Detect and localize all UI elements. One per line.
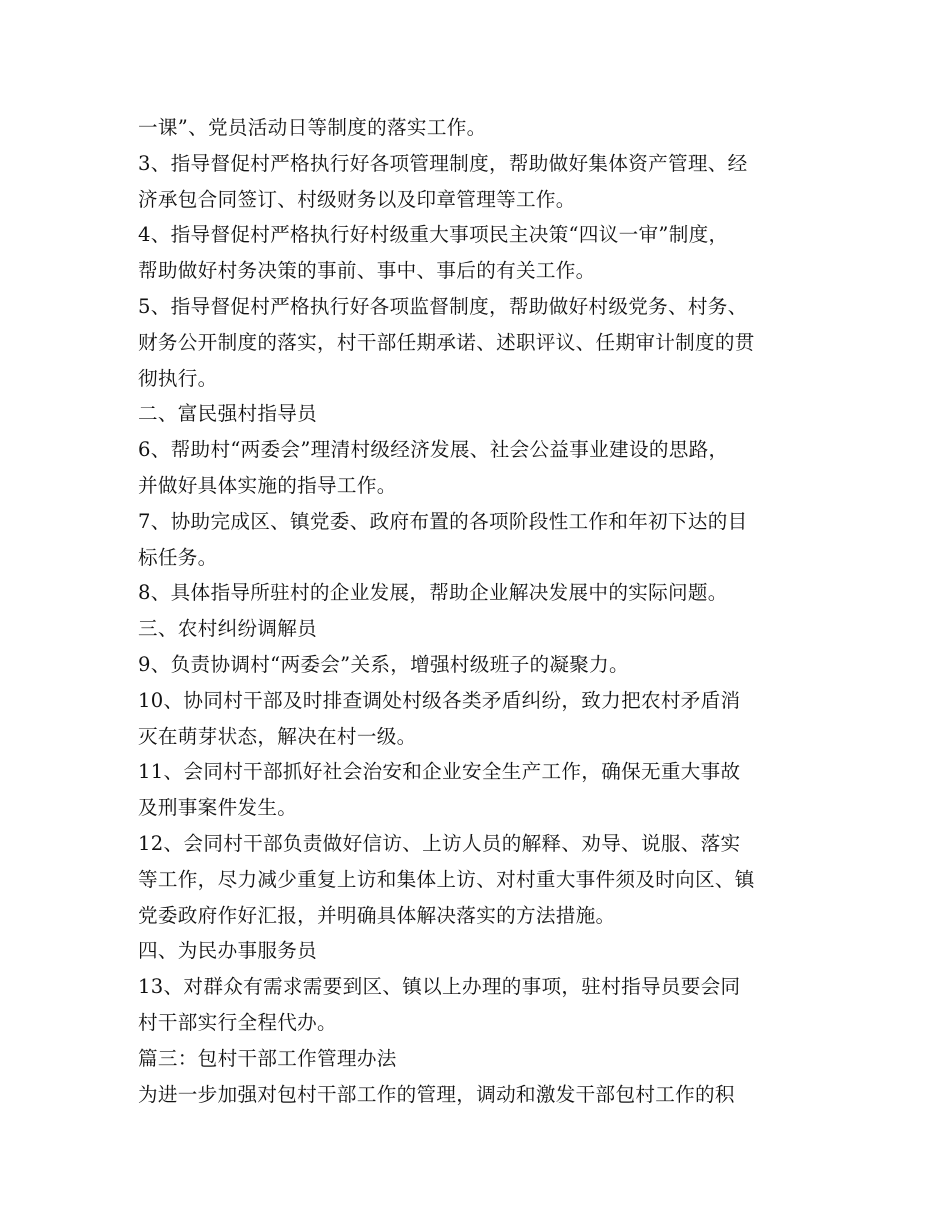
text-line: 5、指导督促村严格执行好各项监督制度，帮助做好村级党务、村务、 [138,294,748,318]
text-line: 7、协助完成区、镇党委、政府布置的各项阶段性工作和年初下达的目 [138,509,748,533]
text-line: 10、协同村干部及时排查调处村级各类矛盾纠纷，致力把农村矛盾消 [138,688,741,712]
text-line: 彻执行。 [138,366,218,390]
text-line: 8、具体指导所驻村的企业发展，帮助企业解决发展中的实际问题。 [138,581,728,605]
section-heading: 三、农村纠纷调解员 [138,617,318,641]
document-body [138,110,818,1112]
section-heading: 二、富民强村指导员 [138,402,318,426]
text-line: 一课”、党员活动日等制度的落实工作。 [138,116,487,139]
text-line: 济承包合同签订、村级财务以及印章管理等工作。 [138,187,576,211]
text-line: 并做好具体实施的指导工作。 [138,473,397,497]
text-line: 及刑事案件发生。 [138,796,298,820]
text-line: 4、指导督促村严格执行好村级重大事项民主决策“四议一审”制度， [138,223,729,247]
text-line: 村干部实行全程代办。 [138,1010,337,1034]
text-line: 标任务。 [138,545,218,569]
text-line: 11、会同村干部抓好社会治安和企业安全生产工作，确保无重大事故 [138,760,741,784]
chapter-heading: 篇三：包村干部工作管理办法 [138,1046,397,1070]
section-heading: 四、为民办事服务员 [138,939,318,963]
text-line: 为进一步加强对包村干部工作的管理，调动和激发干部包村工作的积 [138,1082,735,1106]
text-line: 6、帮助村“两委会”理清村级经济发展、社会公益事业建设的思路， [138,438,729,462]
text-line: 12、会同村干部负责做好信访、上访人员的解释、劝导、说服、落实 [138,831,741,855]
text-line: 党委政府作好汇报，并明确具体解决落实的方法措施。 [138,903,616,927]
text-line: 9、负责协调村“两委会”关系，增强村级班子的凝聚力。 [138,652,629,676]
text-line: 灭在萌芽状态，解决在村一级。 [138,724,417,748]
text-line: 财务公开制度的落实，村干部任期承诺、述职评议、任期审计制度的贯 [138,330,755,354]
text-line: 帮助做好村务决策的事前、事中、事后的有关工作。 [138,259,596,283]
text-line: 13、对群众有需求需要到区、镇以上办理的事项，驻村指导员要会同 [138,975,741,999]
text-line: 等工作，尽力减少重复上访和集体上访、对村重大事件须及时向区、镇 [138,867,755,891]
text-line: 3、指导督促村严格执行好各项管理制度，帮助做好集体资产管理、经 [138,151,748,175]
